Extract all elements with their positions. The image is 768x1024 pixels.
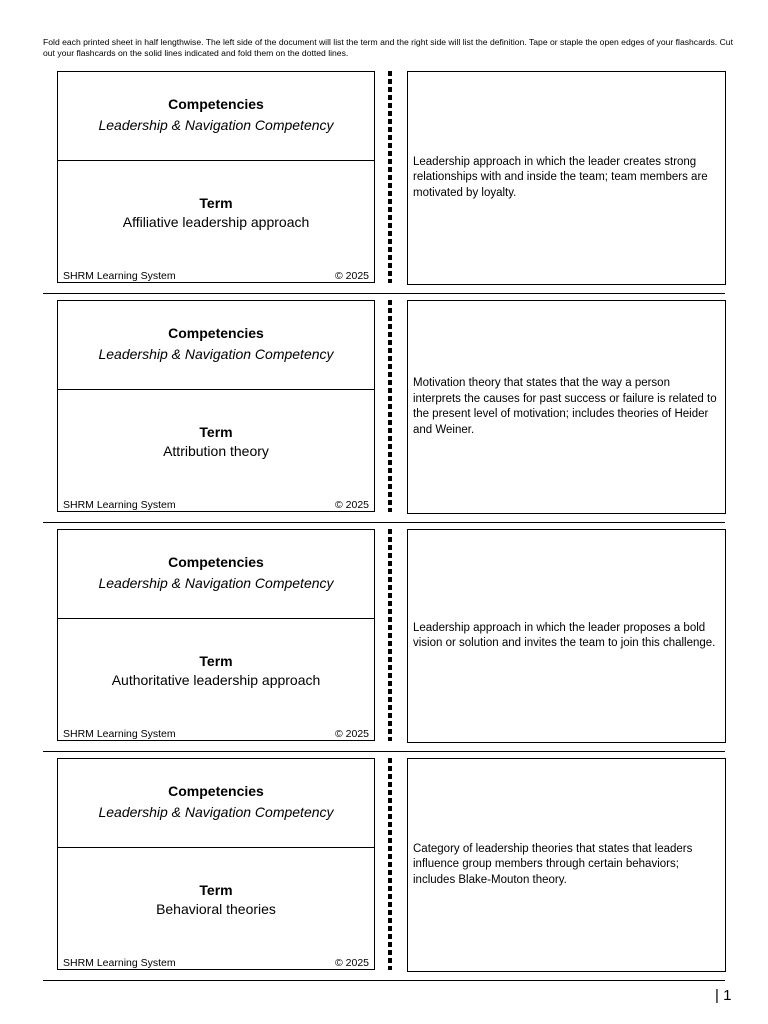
flashcard-row: [0, 758, 768, 974]
cut-line: [43, 522, 725, 523]
flashcard-row: [0, 529, 768, 745]
term-card: [57, 71, 375, 283]
card-subcategory: Leadership & Navigation Competency: [98, 346, 334, 362]
cut-line: [43, 980, 725, 981]
term-card: [57, 529, 375, 741]
term-card: [57, 300, 375, 512]
definition-card: [407, 71, 726, 285]
page-number: | 1: [715, 987, 732, 1004]
term-label: Term: [199, 424, 233, 440]
term-card-header: [58, 759, 374, 848]
definition-card: [407, 758, 726, 972]
term-text: Behavioral theories: [156, 901, 276, 917]
card-footer-source: SHRM Learning System: [63, 499, 176, 511]
definition-text: Category of leadership theories that states that leaders influence group members through certain behaviors; includes Blake-Mouton theory.: [413, 842, 693, 886]
term-text: Affiliative leadership approach: [122, 214, 310, 230]
fold-line: [388, 300, 392, 512]
fold-line: [388, 529, 392, 741]
card-subcategory: Leadership & Navigation Competency: [98, 804, 334, 820]
term-card-header: [58, 530, 374, 619]
term-label: Term: [199, 882, 233, 898]
term-card-header: [58, 301, 374, 390]
definition-card: [407, 300, 726, 514]
card-footer-source: SHRM Learning System: [63, 270, 176, 282]
card-footer-copyright: © 2025: [334, 957, 369, 969]
cut-line: [43, 293, 725, 294]
card-footer-source: SHRM Learning System: [63, 957, 176, 969]
card-category: Competencies: [168, 554, 264, 570]
card-category: Competencies: [168, 783, 264, 799]
card-category: Competencies: [168, 325, 264, 341]
definition-text: Leadership approach in which the leader creates strong relationships with and inside the team; team members are motivated by loyalty.: [413, 155, 708, 199]
flashcard-row: [0, 71, 768, 287]
card-subcategory: Leadership & Navigation Competency: [98, 117, 334, 133]
term-card: [57, 758, 375, 970]
term-text: Attribution theory: [163, 443, 269, 459]
card-category: Competencies: [168, 96, 264, 112]
card-footer-source: SHRM Learning System: [63, 728, 176, 740]
term-label: Term: [199, 653, 233, 669]
definition-text: Motivation theory that states that the way a person interprets the causes for past success or failure is related to the present level of motivation; includes theories of Heider and Weiner.: [413, 377, 717, 436]
card-footer-copyright: © 2025: [334, 270, 369, 282]
cut-line: [43, 751, 725, 752]
term-card-header: [58, 72, 374, 161]
definition-card: [407, 529, 726, 743]
card-footer-copyright: © 2025: [334, 728, 369, 740]
fold-line: [388, 71, 392, 283]
term-text: Authoritative leadership approach: [111, 672, 321, 688]
card-subcategory: Leadership & Navigation Competency: [98, 575, 334, 591]
term-label: Term: [199, 195, 233, 211]
fold-line: [388, 758, 392, 970]
flashcard-row: [0, 300, 768, 516]
instructions-text: Fold each printed sheet in half lengthwise. The left side of the document will list the term and the right side will list the definition. Tape or staple the open edges of your flashcards. Cut out your flashcards on the solid lines indicated and fold them on the dotted lines.: [43, 37, 733, 58]
card-footer-copyright: © 2025: [334, 499, 369, 511]
definition-text: Leadership approach in which the leader proposes a bold vision or solution and invites the team to join this challenge.: [413, 621, 716, 649]
